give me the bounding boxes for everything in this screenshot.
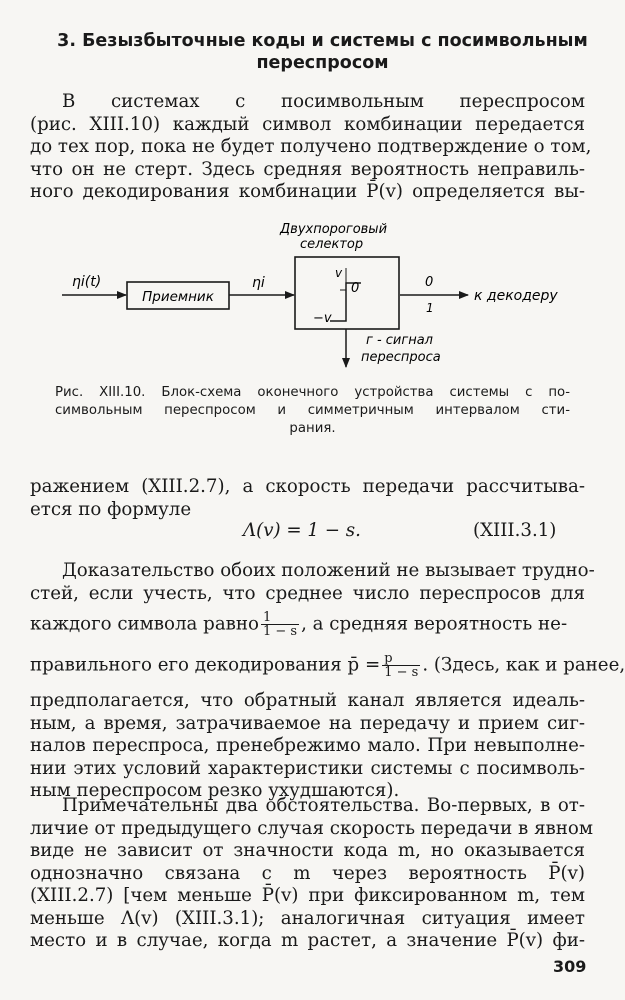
text-line: ным переспросом резко ухудшаются). [30,780,400,801]
text-line: место и в случае, когда m растет, а значение P̄(v) фи- [30,930,585,951]
paragraph-1 [30,91,592,204]
fraction-error-probability [382,652,420,679]
paragraph-3 [30,560,625,680]
output-one-label: 1 [426,301,434,315]
fraction-numerator: 1 [261,611,299,625]
text-fragment: правильного его декодирования p̄ = [30,654,381,676]
threshold-lower-label: −v [313,311,332,326]
selector-title-line-1: Двухпороговый [280,222,388,237]
text-line: Примечательны два обстоятельства. Во-первых, в от- [62,795,585,816]
text-fragment: каждого символа равно [30,613,259,635]
section-heading-line-1: 3. Безызбыточные коды и системы с посимвольным [57,31,588,51]
text-line: ется по формуле [30,498,192,520]
text-line-with-fraction [30,611,585,638]
output-zero-label: 0 [425,275,434,290]
paragraph-2 [30,476,585,521]
text-line: В системах с посимвольным переспросом [62,91,585,112]
text-line: однозначно связана с m через вероятность P̄(v) [30,862,585,884]
text-fragment: , а средняя вероятность не- [301,613,568,635]
text-line: нии этих условий характеристики системы с посимволь- [30,757,585,779]
paragraph-4 [30,690,585,803]
selector-zero-label: 0 [351,281,360,296]
text-line: Доказательство обоих положений не вызывает трудно- [62,560,595,581]
text-line: ного декодирования комбинации P̄(v) определяется вы- [30,181,585,202]
input-signal-label: ηi(t) [72,274,102,290]
caption-line: рания. [289,421,336,436]
text-line: ным, а время, затрачиваемое на передачу и прием сиг- [30,712,585,734]
text-line: (рис. XIII.10) каждый символ комбинации передается [30,113,585,135]
mid-signal-label: ηi [252,275,265,291]
page-number: 309 [553,957,587,976]
section-heading-line-2: переспросом [256,53,389,73]
caption-line: символьным переспросом и симметричным интервалом сти- [55,403,570,418]
paragraph-5 [30,795,593,953]
formula-expression: Λ(v) = 1 − s. [243,520,361,541]
text-line: ражением (XIII.2.7), а скорость передачи рассчитыва- [30,476,585,497]
resend-label-line-1: г - сигнал [366,333,433,348]
threshold-upper-label: v [335,266,343,280]
text-line: что он не стерт. Здесь средняя вероятность неправиль- [30,158,585,180]
selector-block [295,257,399,329]
section-heading [55,30,590,74]
fraction-denominator: 1 − s [384,665,419,680]
fraction-denominator: 1 − s [262,624,298,639]
text-fragment: . (Здесь, как и ранее, [422,654,625,676]
text-line: до тех пор, пока не будет получено подтверждение о том, [30,136,592,157]
text-line: (XIII.2.7) [чем меньше P̄(v) при фиксированном m, тем [30,885,585,906]
block-diagram [0,220,625,370]
text-line-with-fraction [30,651,625,680]
text-line: налов переспроса, пренебрежимо мало. При невыполне- [30,735,585,756]
fraction-numerator: p [382,652,420,666]
fraction-mean-resends [261,611,299,638]
text-line: личие от предыдущего случая скорость передачи в явном [30,817,593,839]
text-line: предполагается, что обратный канал является идеаль- [30,690,585,711]
text-line: стей, если учесть, что среднее число переспросов для [30,582,585,604]
text-line: меньше Λ(v) (XIII.3.1); аналогичная ситуация имеет [30,907,585,929]
formula-number: (XIII.3.1) [473,520,557,541]
resend-label-line-2: переспроса [361,350,441,365]
to-decoder-label: к декодеру [474,288,558,304]
selector-title-line-2: селектор [300,237,364,252]
text-line: виде не зависит от значности кода m, но оказывается [30,840,585,861]
caption-line: Рис. XIII.10. Блок-схема оконечного устройства системы с по- [55,385,570,400]
figure-caption [55,384,570,438]
receiver-label: Приемник [142,289,214,305]
